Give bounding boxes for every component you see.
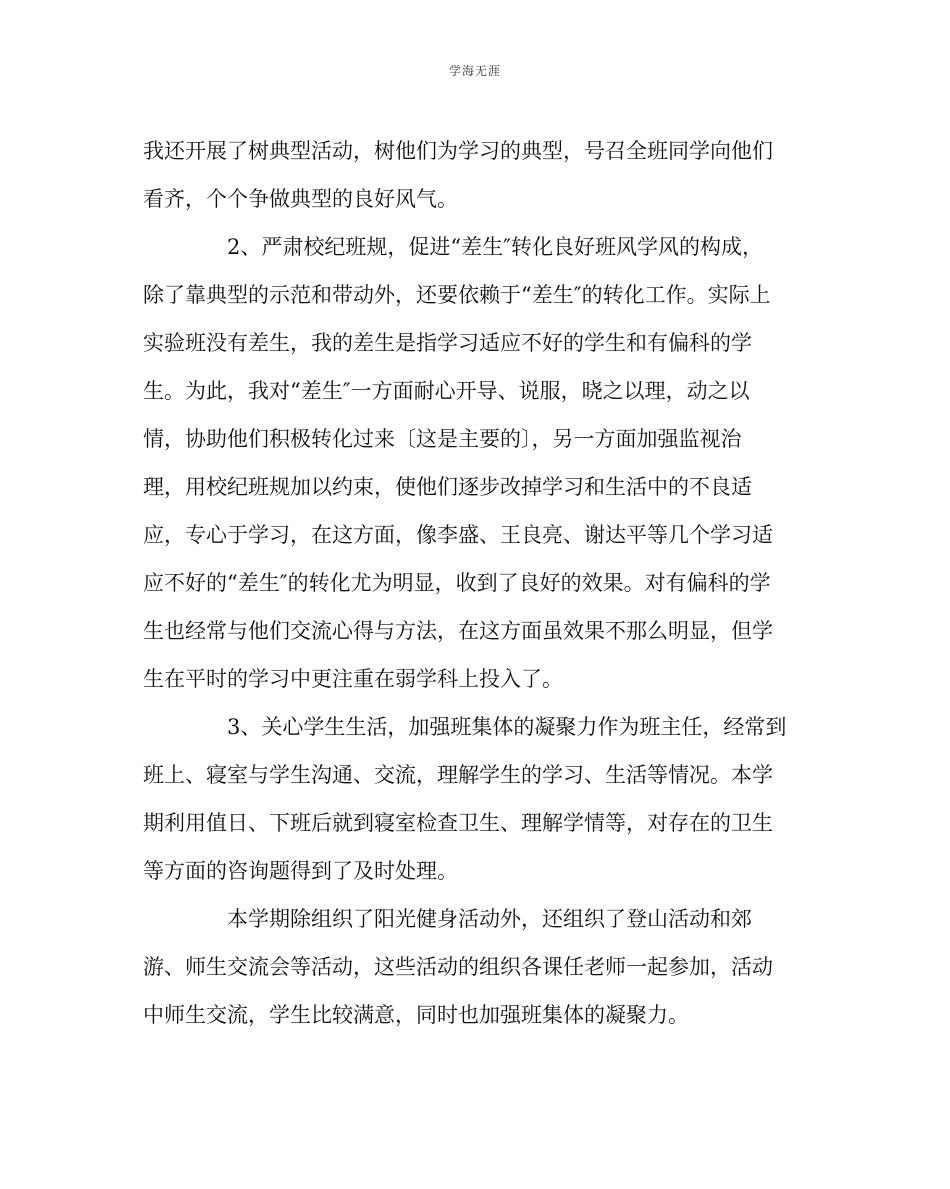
text-line: 生。为此，我对“差生″一方面耐心开导、说服，晓之以理，动之以 bbox=[143, 379, 750, 403]
text-line: 2、严肃校纪班规，促进“差生″转化良好班风学风的构成， bbox=[227, 235, 763, 259]
body-text bbox=[143, 127, 811, 1039]
text-line: 等方面的咨询题得到了及时处理。 bbox=[143, 859, 458, 883]
text-line: 中师生交流，学生比较满意，同时也加强班集体的凝聚力。 bbox=[143, 1003, 689, 1027]
text-line: 情，协助他们积极转化过来〔这是主要的〕，另一方面加强监视治 bbox=[143, 427, 742, 451]
text-line: 实验班没有差生，我的差生是指学习适应不好的学生和有偏科的学 bbox=[143, 331, 752, 355]
text-line: 应不好的“差生″的转化尤为明显，收到了良好的效果。对有偏科的学 bbox=[143, 571, 771, 595]
text-line: 理，用校纪班规加以约束，使他们逐步改掉学习和生活中的不良适 bbox=[143, 475, 752, 499]
page-header: 学海无涯 bbox=[448, 64, 501, 78]
text-line: 应，专心于学习，在这方面，像李盛、王良亮、谢达平等几个学习适 bbox=[143, 523, 773, 547]
text-line: 生也经常与他们交流心得与方法，在这方面虽效果不那么明显，但学 bbox=[143, 619, 773, 643]
text-line: 我还开展了树典型活动，树他们为学习的典型，号召全班同学向他们 bbox=[143, 139, 773, 163]
text-line: 游、师生交流会等活动，这些活动的组织各课任老师一起参加，活动 bbox=[143, 955, 773, 979]
text-line: 看齐，个个争做典型的良好风气。 bbox=[143, 187, 458, 211]
text-line: 本学期除组织了阳光健身活动外，还组织了登山活动和郊 bbox=[227, 907, 752, 931]
text-line: 期利用值日、下班后就到寝室检查卫生、理解学情等，对存在的卫生 bbox=[143, 811, 773, 835]
text-line: 除了靠典型的示范和带动外，还要依赖于“差生″的转化工作。实际上 bbox=[143, 283, 771, 307]
text-line: 班上、寝室与学生沟通、交流，理解学生的学习、生活等情况。本学 bbox=[143, 763, 773, 787]
text-line: 3、关心学生生活，加强班集体的凝聚力作为班主任，经常到 bbox=[227, 715, 787, 739]
text-line: 生在平时的学习中更注重在弱学科上投入了。 bbox=[143, 667, 563, 691]
